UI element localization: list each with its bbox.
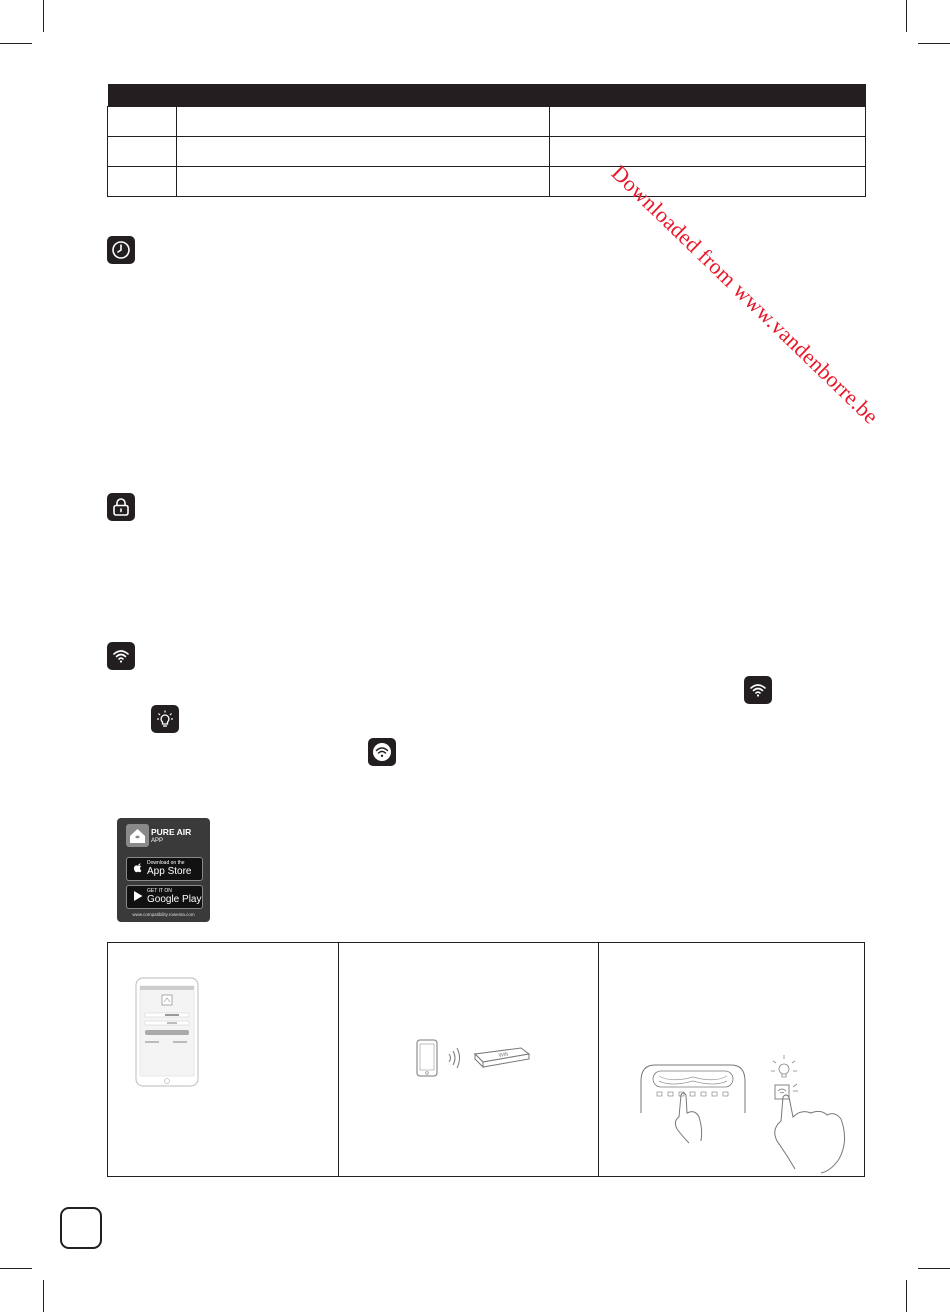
page-number-box xyxy=(60,1207,102,1249)
crop-mark xyxy=(906,1280,907,1312)
table-row xyxy=(108,137,866,167)
google-play-small-text: GET IT ON xyxy=(147,888,172,894)
wifi-icon xyxy=(744,676,772,704)
app-brand-name: PURE AIR xyxy=(151,827,192,837)
setup-steps-panel xyxy=(107,942,865,1177)
crop-mark xyxy=(918,1268,950,1269)
wifi-icon xyxy=(107,642,135,670)
table-row xyxy=(108,167,866,197)
spec-table xyxy=(107,84,866,197)
purifier-button-press-illustration xyxy=(635,1051,855,1175)
crop-mark xyxy=(0,1268,32,1269)
step-1-panel xyxy=(108,943,338,1176)
clock-icon xyxy=(107,236,135,264)
crop-mark xyxy=(43,1280,44,1312)
apple-icon xyxy=(132,862,144,874)
google-play-button[interactable] xyxy=(126,885,203,909)
compatibility-url: www.compatibility.rowenta.com xyxy=(132,912,195,917)
crop-mark xyxy=(918,43,950,44)
app-store-small-text: Download on the xyxy=(147,860,185,866)
app-store-label: App Store xyxy=(147,866,192,877)
smartphone-login-illustration xyxy=(135,977,199,1087)
google-play-icon xyxy=(132,890,144,902)
phone-to-router-illustration xyxy=(415,1038,531,1080)
step-3-panel xyxy=(598,943,864,1176)
table-header-row xyxy=(108,84,866,107)
step-2-panel xyxy=(338,943,598,1176)
crop-mark xyxy=(0,43,32,44)
lightbulb-icon xyxy=(151,705,179,733)
watermark-text: Downloaded from www.vandenborre.be xyxy=(606,160,884,429)
app-store-button[interactable] xyxy=(126,857,203,881)
padlock-icon xyxy=(107,493,135,521)
crop-mark xyxy=(906,0,907,32)
crop-mark xyxy=(43,0,44,32)
app-brand xyxy=(151,828,191,846)
app-download-badge[interactable] xyxy=(117,818,210,922)
router-label: Wifi xyxy=(498,1051,509,1059)
house-app-icon xyxy=(126,824,149,847)
table-row xyxy=(108,107,866,137)
app-brand-sub: APP xyxy=(151,838,164,844)
google-play-label: Google Play xyxy=(147,894,202,905)
wifi-round-icon xyxy=(368,738,396,766)
